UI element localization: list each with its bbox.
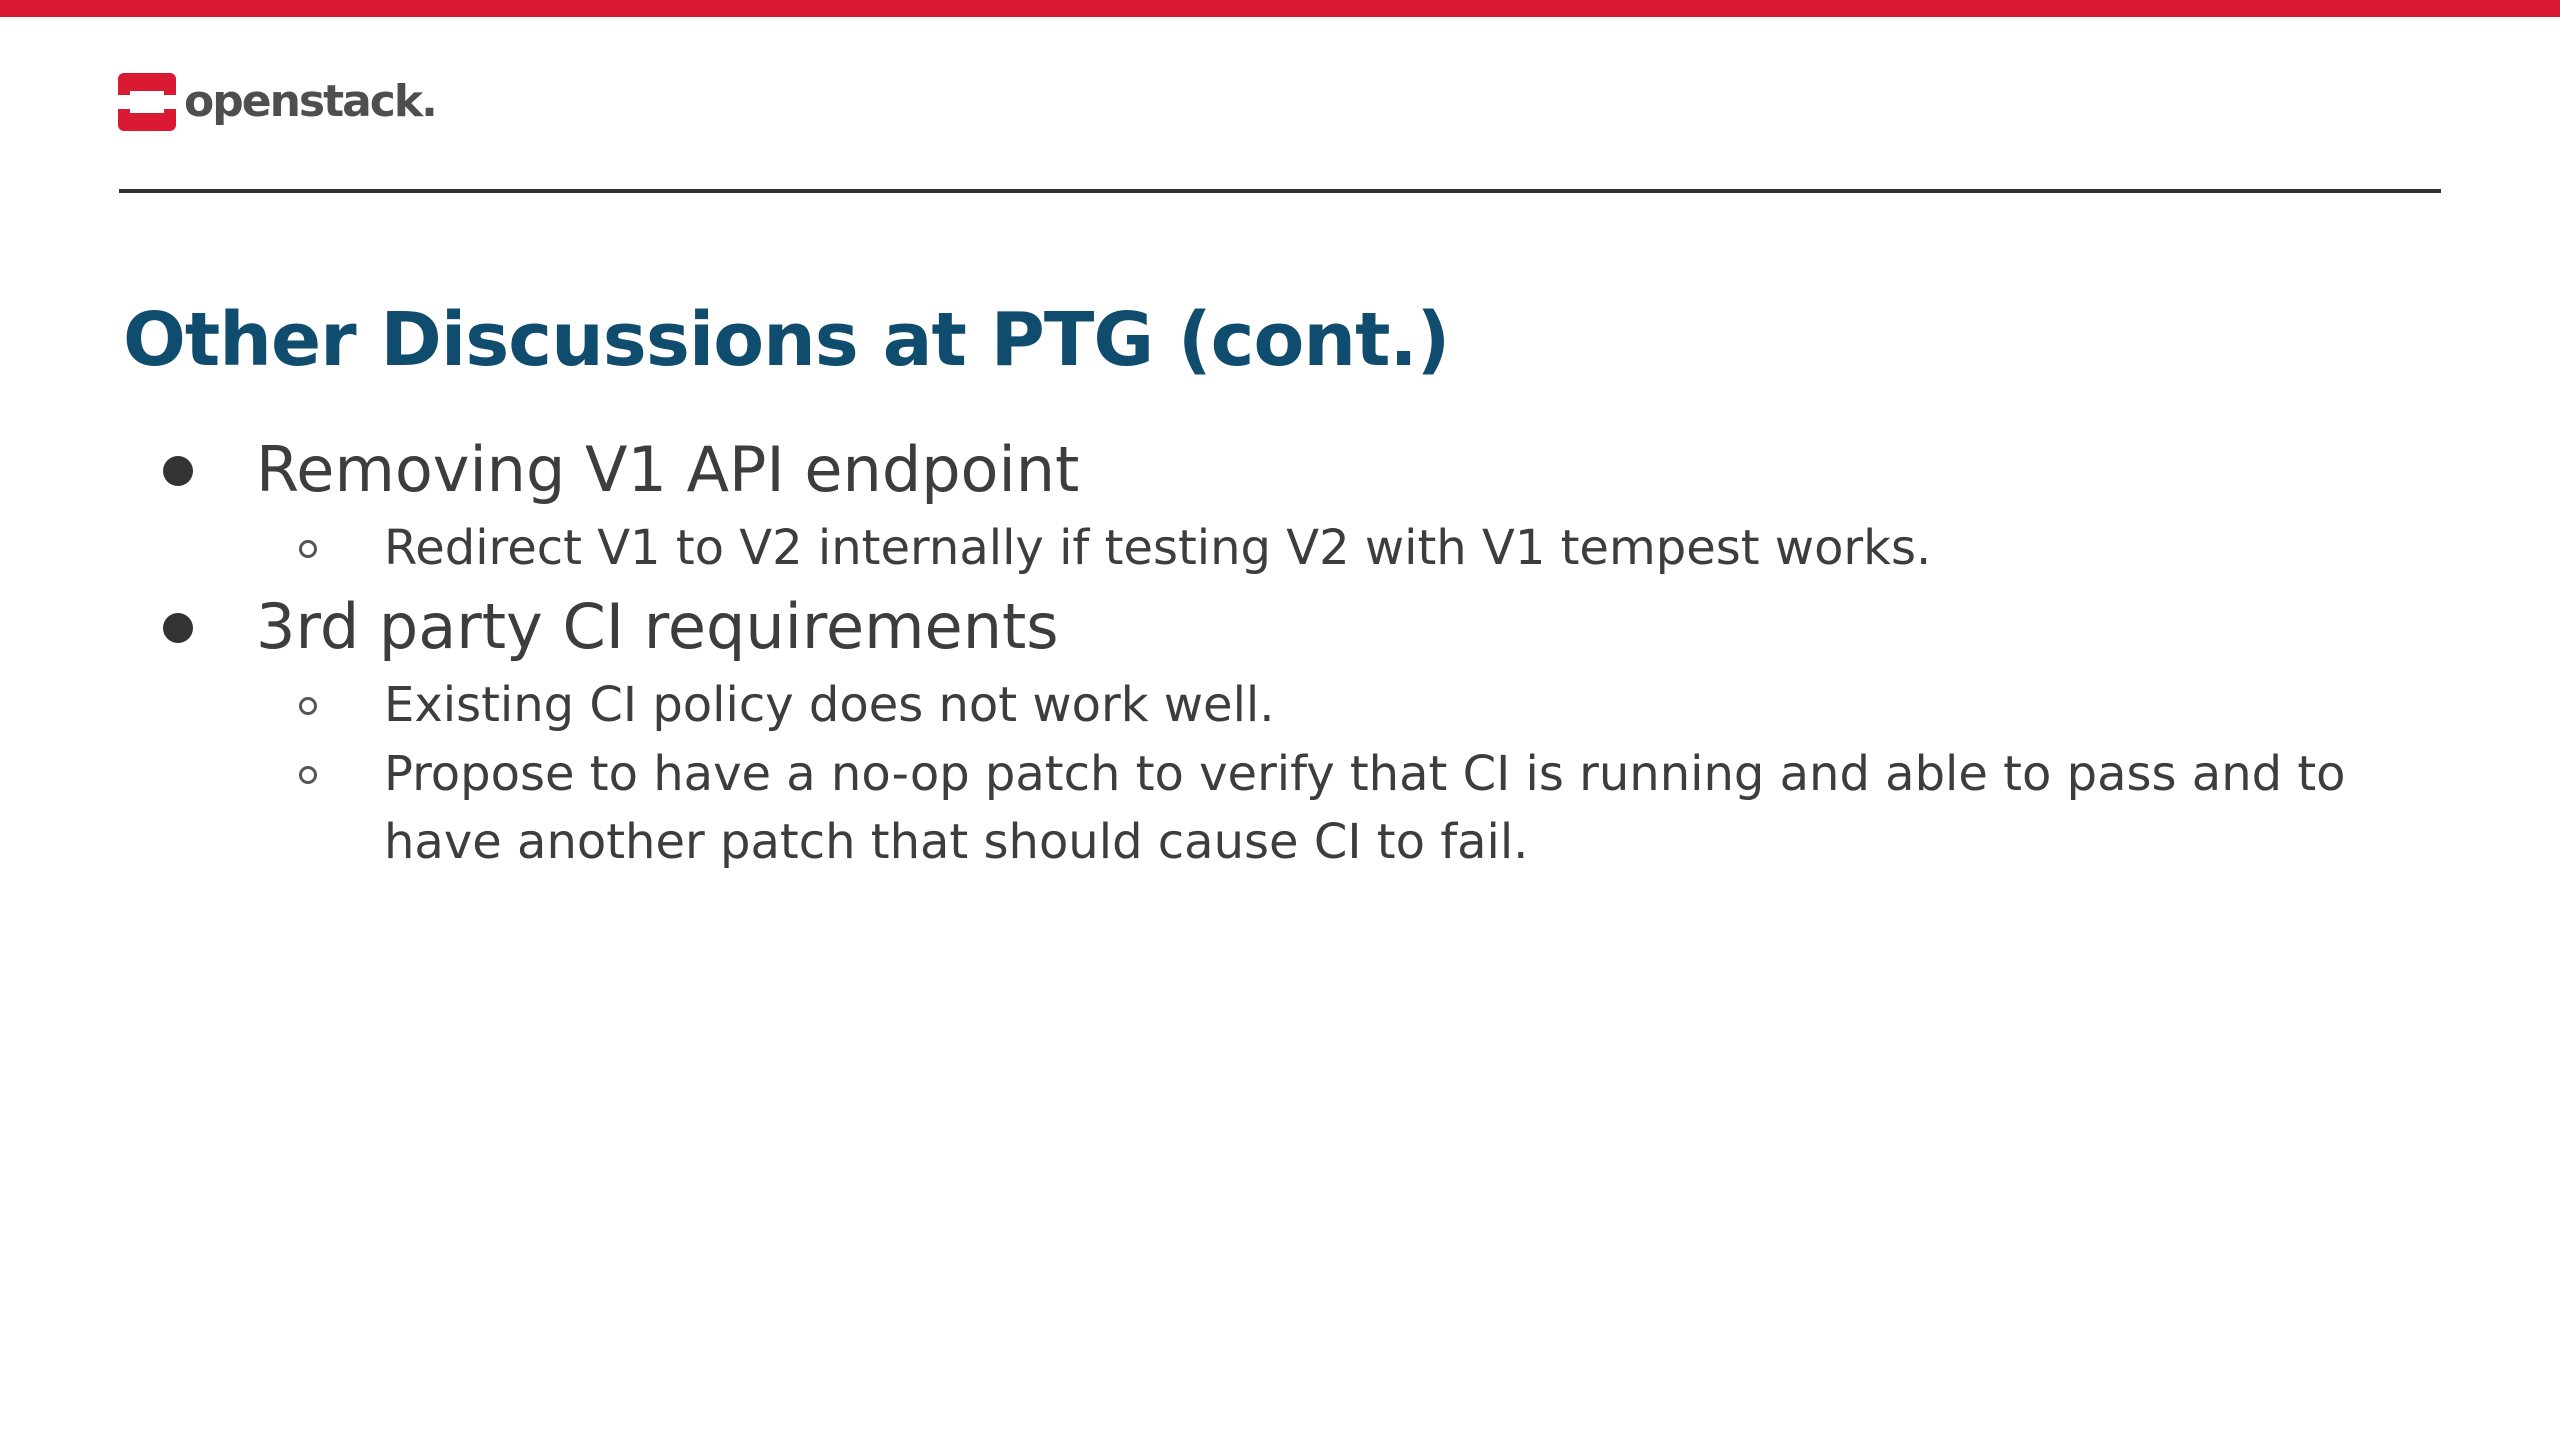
sub-bullet-ring-icon <box>299 697 317 715</box>
sub-bullet-text: Propose to have a no-op patch to verify that CI is running and able to pass and to have another patch that should cause CI to fail. <box>384 746 2346 870</box>
bullet-dot-icon <box>163 456 193 486</box>
bullet-item-3rd-party-ci <box>0 587 2560 667</box>
sub-bullet-text: Redirect V1 to V2 internally if testing V2 with V1 tempest works. <box>384 520 1932 576</box>
header-divider <box>119 189 2441 193</box>
openstack-logo <box>118 72 436 132</box>
sub-bullet-ring-icon <box>299 766 317 784</box>
brand-top-bar <box>0 0 2560 17</box>
logo-text: openstack. <box>184 76 436 127</box>
bullet-text: 3rd party CI requirements <box>256 590 1059 663</box>
bullet-item-removing-v1-api <box>0 430 2560 510</box>
bullet-text: Removing V1 API endpoint <box>256 433 1080 506</box>
sub-bullet-ring-icon <box>299 540 317 558</box>
sub-bullet-text: Existing CI policy does not work well. <box>384 677 1275 733</box>
slide-title: Other Discussions at PTG (cont.) <box>123 297 1450 383</box>
openstack-logo-icon <box>118 73 176 131</box>
bullet-dot-icon <box>163 613 193 643</box>
